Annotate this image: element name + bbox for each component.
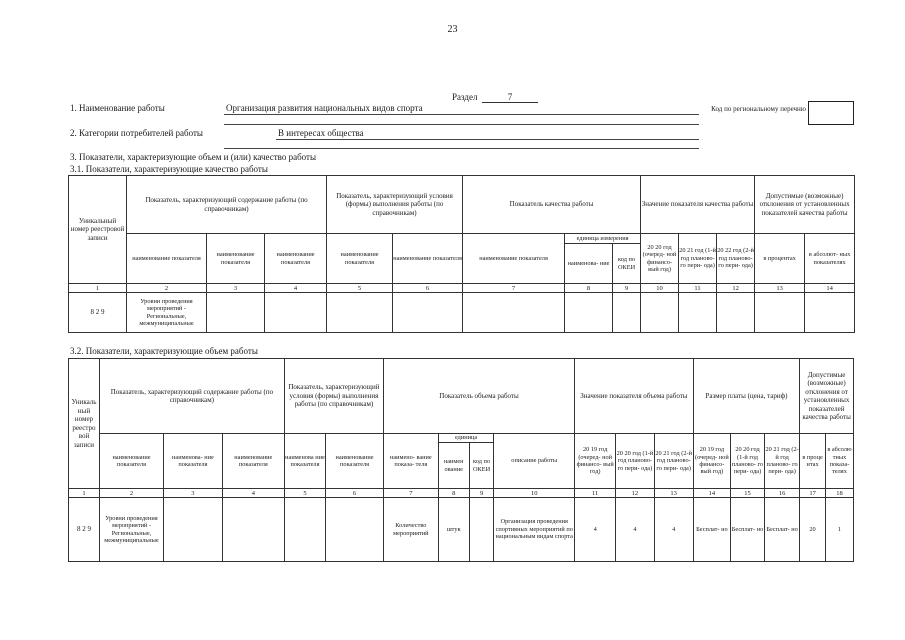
table-cell: Организация проведения спортивных мероприятий по национальным видам спорта: [494, 498, 575, 562]
col-num: 14: [693, 489, 730, 498]
col-num: 10: [494, 489, 575, 498]
table-cell: [717, 293, 755, 333]
table-cell: Количество мероприятий: [383, 498, 438, 562]
col-num: 17: [800, 489, 826, 498]
col-num: 12: [717, 284, 755, 293]
col-num: 6: [393, 284, 463, 293]
header-cell: наименование показателя: [393, 234, 463, 284]
year-header: 20 19 год (очеред- ной финансо- вый год): [575, 434, 616, 489]
conditions-header: Показатель, характеризующий условия (формы) выполнения работы (по справочникам): [284, 359, 383, 434]
table-cell: [755, 293, 805, 333]
quality-table: [68, 175, 855, 333]
col-num: 18: [825, 489, 853, 498]
col-num: 13: [755, 284, 805, 293]
record-code: 8 2 9: [69, 498, 100, 562]
record-code: 8 2 9: [69, 293, 127, 333]
table-cell: Бесплат- но: [693, 498, 730, 562]
col-num: 11: [679, 284, 717, 293]
col-num: 1: [69, 489, 100, 498]
table-cell: штук: [438, 498, 469, 562]
header-cell: наимен ование: [438, 443, 469, 489]
content-header: Показатель, характеризующий содержание работы (по справочникам): [99, 359, 284, 434]
underline: [276, 139, 699, 140]
table-cell: [613, 293, 641, 333]
header-cell: код по ОКЕИ: [469, 443, 494, 489]
table-cell: [284, 498, 325, 562]
table-cell: 4: [575, 498, 616, 562]
year-header: 20 21 год (1-й год планово- го пери- ода): [679, 234, 717, 284]
table-cell: [163, 498, 222, 562]
table-cell: Уровни проведения мероприятий - Региональные, межмуниципальные: [127, 293, 207, 333]
col-num: 6: [326, 489, 384, 498]
col-num: 14: [805, 284, 855, 293]
table-cell: [326, 498, 384, 562]
section-number: 7: [482, 92, 538, 103]
table-cell: [393, 293, 463, 333]
header-cell: код по ОКЕИ: [613, 244, 641, 284]
table-cell: [679, 293, 717, 333]
year-header: 20 20 год (1-й год планово- го пери- ода): [616, 434, 654, 489]
unit-measure-header: единица измерения: [565, 234, 641, 244]
work-name-label: 1. Наименование работы: [70, 103, 165, 113]
unique-number-header: Уникаль ный номер реестро вой записи: [69, 359, 100, 489]
table-cell: [222, 498, 284, 562]
header-cell: наименование показателя: [127, 234, 207, 284]
col-num: 7: [463, 284, 565, 293]
registry-code-box: [808, 101, 854, 125]
consumers-label: 2. Категории потребителей работы: [70, 128, 203, 138]
table-cell: [565, 293, 613, 333]
year-header: 20 20 год (1-й год планово- го пери- ода): [730, 434, 764, 489]
header-cell: наименова ние показателя: [284, 434, 325, 489]
absolute-header: в абсолют- ных показателях: [805, 234, 855, 284]
col-num: 4: [265, 284, 327, 293]
col-num: 4: [222, 489, 284, 498]
header-cell: наименование показателя: [222, 434, 284, 489]
underline: [224, 148, 699, 149]
col-num: 9: [469, 489, 494, 498]
underline: [224, 114, 699, 115]
indicators-title: 3. Показатели, характеризующие объем и (или) качество работы: [70, 152, 317, 162]
table-cell: [805, 293, 855, 333]
col-num: 5: [284, 489, 325, 498]
table-cell: 4: [654, 498, 693, 562]
col-num: 8: [438, 489, 469, 498]
col-num: 3: [207, 284, 265, 293]
work-name-value: Организация развития национальных видов спорта: [226, 103, 423, 113]
header-cell: наименова- ние показателя: [163, 434, 222, 489]
percent-header: в проце нтах: [800, 434, 826, 489]
description-header: описание работы: [494, 434, 575, 489]
year-header: 20 21 год (2-й год планово- го пери- ода): [654, 434, 693, 489]
deviation-header: Допустимые (возможные) отклонения от установленных показателей качества работы: [800, 359, 854, 434]
col-num: 2: [127, 284, 207, 293]
col-num: 16: [765, 489, 800, 498]
registry-code-label: Код по региональному перечню: [711, 105, 806, 113]
col-num: 10: [641, 284, 679, 293]
underline: [224, 124, 699, 125]
table-cell: [207, 293, 265, 333]
col-num: 3: [163, 489, 222, 498]
year-header: 20 19 год (очеред- ной финансо- вый год): [693, 434, 730, 489]
header-cell: наименование показателя: [265, 234, 327, 284]
unique-number-header: Уникальный номер реестровой записи: [69, 176, 127, 284]
col-num: 8: [565, 284, 613, 293]
deviation-header: Допустимые (возможные) отклонения от установленных показателей качества работы: [755, 176, 855, 234]
absolute-header: в абсолю тных показа- телях: [825, 434, 853, 489]
table-cell: [327, 293, 393, 333]
header-cell: наименование показателя: [207, 234, 265, 284]
col-num: 11: [575, 489, 616, 498]
volume-value-header: Значение показателя объема работы: [575, 359, 694, 434]
page-number: 23: [447, 24, 458, 35]
quality-value-header: Значение показателя качества работы: [641, 176, 755, 234]
col-num: 5: [327, 284, 393, 293]
table-cell: 20: [800, 498, 826, 562]
col-num: 13: [654, 489, 693, 498]
table-cell: 1: [825, 498, 853, 562]
content-header: Показатель, характеризующий содержание работы (по справочникам): [127, 176, 327, 234]
table-cell: 4: [616, 498, 654, 562]
col-num: 12: [616, 489, 654, 498]
quality-title: 3.1. Показатели, характеризующие качество работы: [70, 164, 268, 174]
col-num: 7: [383, 489, 438, 498]
table-cell: Бесплат- но: [730, 498, 764, 562]
header-cell: наименование показателя: [99, 434, 163, 489]
percent-header: в процентах: [755, 234, 805, 284]
header-cell: наименование показателя: [326, 434, 384, 489]
unit-header: единица: [438, 434, 494, 443]
header-cell: наименова- ние: [565, 244, 613, 284]
year-header: 20 20 год (очеред- ной финансо- вый год): [641, 234, 679, 284]
col-num: 9: [613, 284, 641, 293]
consumers-value: В интересах общества: [278, 128, 364, 138]
table-cell: [265, 293, 327, 333]
table-cell: [469, 498, 494, 562]
year-header: 20 21 год (2-й год планово- го пери- ода): [765, 434, 800, 489]
volume-title: 3.2. Показатели, характеризующие объем работы: [70, 346, 258, 356]
year-header: 20 22 год (2-й год планово- го пери- ода): [717, 234, 755, 284]
header-cell: наименование показателя: [327, 234, 393, 284]
volume-header: Показатель объема работы: [383, 359, 574, 434]
col-num: 2: [99, 489, 163, 498]
section-label: Раздел: [452, 92, 478, 102]
header-cell: наимено- вание показа- теля: [383, 434, 438, 489]
quality-header: Показатель качества работы: [463, 176, 641, 234]
table-cell: Уровни проведения мероприятий - Региональные, межмуниципальные: [99, 498, 163, 562]
col-num: 1: [69, 284, 127, 293]
fee-header: Размер платы (цена, тариф): [693, 359, 799, 434]
table-cell: [463, 293, 565, 333]
col-num: 15: [730, 489, 764, 498]
table-cell: [641, 293, 679, 333]
volume-table: [68, 358, 854, 562]
header-cell: наименование показателя: [463, 234, 565, 284]
table-cell: Бесплат- но: [765, 498, 800, 562]
conditions-header: Показатель, характеризующий условия (формы) выполнения работы (по справочникам): [327, 176, 463, 234]
